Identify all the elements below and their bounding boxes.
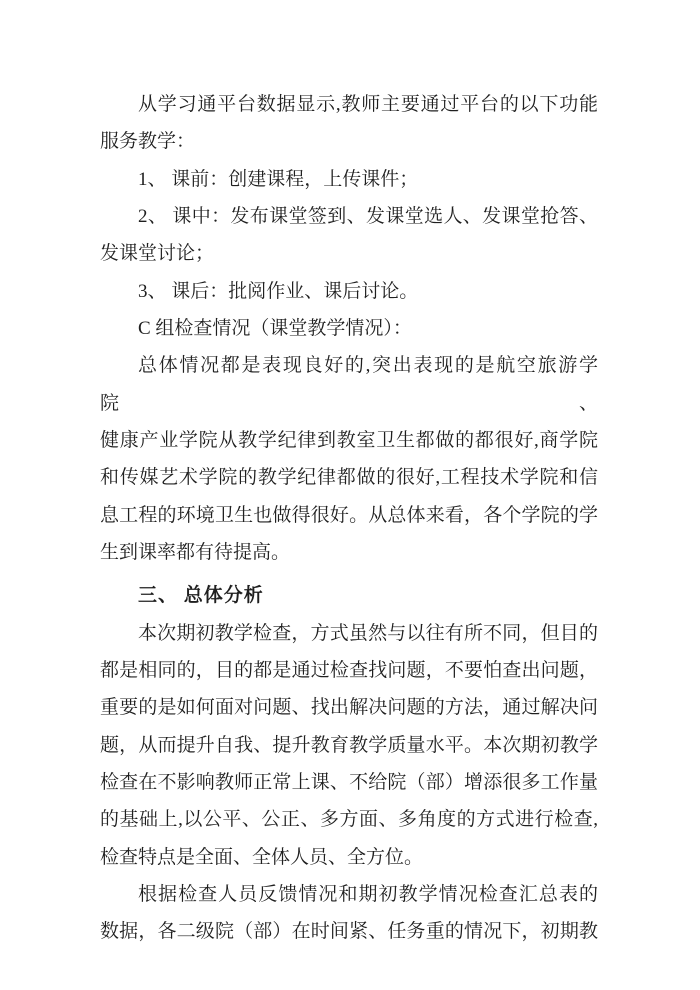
paragraph-line: 检查在不影响教师正常上课、不给院（部）增添很多工作量 bbox=[100, 771, 598, 793]
paragraph-line: 健康产业学院从教学纪律到教室卫生都做的都很好,商学院 bbox=[100, 429, 598, 451]
heading-overall-analysis: 三、 总体分析 bbox=[138, 585, 264, 607]
paragraph-line: 根据检查人员反馈情况和期初教学情况检查汇总表的 bbox=[138, 883, 598, 905]
paragraph-line: 息工程的环境卫生也做得很好。从总体来看，各个学院的学 bbox=[100, 504, 598, 526]
paragraph-line: 都是相同的，目的都是通过检查找问题，不要怕查出问题， bbox=[100, 659, 598, 681]
paragraph-line: 和传媒艺术学院的教学纪律都做的很好,工程技术学院和信 bbox=[100, 467, 598, 489]
paragraph-line: 总体情况都是表现良好的,突出表现的是航空旅游学院、 bbox=[100, 355, 598, 414]
paragraph-line: 题，从而提升自我、提升教育教学质量水平。本次期初教学 bbox=[100, 734, 598, 756]
paragraph-line: 服务教学： bbox=[100, 131, 196, 153]
document-text-block bbox=[100, 86, 598, 951]
list-item-2: 2、 课中：发布课堂签到、发课堂选人、发课堂抢答、 bbox=[138, 205, 598, 227]
paragraph-line: 重要的是如何面对问题、找出解决问题的方法，通过解决问 bbox=[100, 697, 598, 719]
paragraph-line: 的基础上,以公平、公正、多方面、多角度的方式进行检查, bbox=[100, 809, 598, 831]
paragraph-line: 本次期初教学检查，方式虽然与以往有所不同，但目的 bbox=[138, 622, 598, 644]
paragraph-line: 发课堂讨论； bbox=[100, 243, 215, 265]
paragraph-line: 检查特点是全面、全体人员、全方位。 bbox=[100, 846, 424, 868]
paragraph-line: 生到课率都有待提高。 bbox=[100, 541, 291, 563]
group-c-label: C 组检查情况（课堂教学情况）： bbox=[138, 317, 412, 339]
list-item-3: 3、 课后：批阅作业、课后讨论。 bbox=[138, 280, 419, 302]
list-item-1: 1、 课前：创建课程，上传课件； bbox=[138, 168, 419, 190]
paragraph-line: 从学习通平台数据显示,教师主要通过平台的以下功能 bbox=[138, 94, 598, 115]
paragraph-line: 数据，各二级院（部）在时间紧、任务重的情况下，初期教 bbox=[100, 921, 598, 943]
